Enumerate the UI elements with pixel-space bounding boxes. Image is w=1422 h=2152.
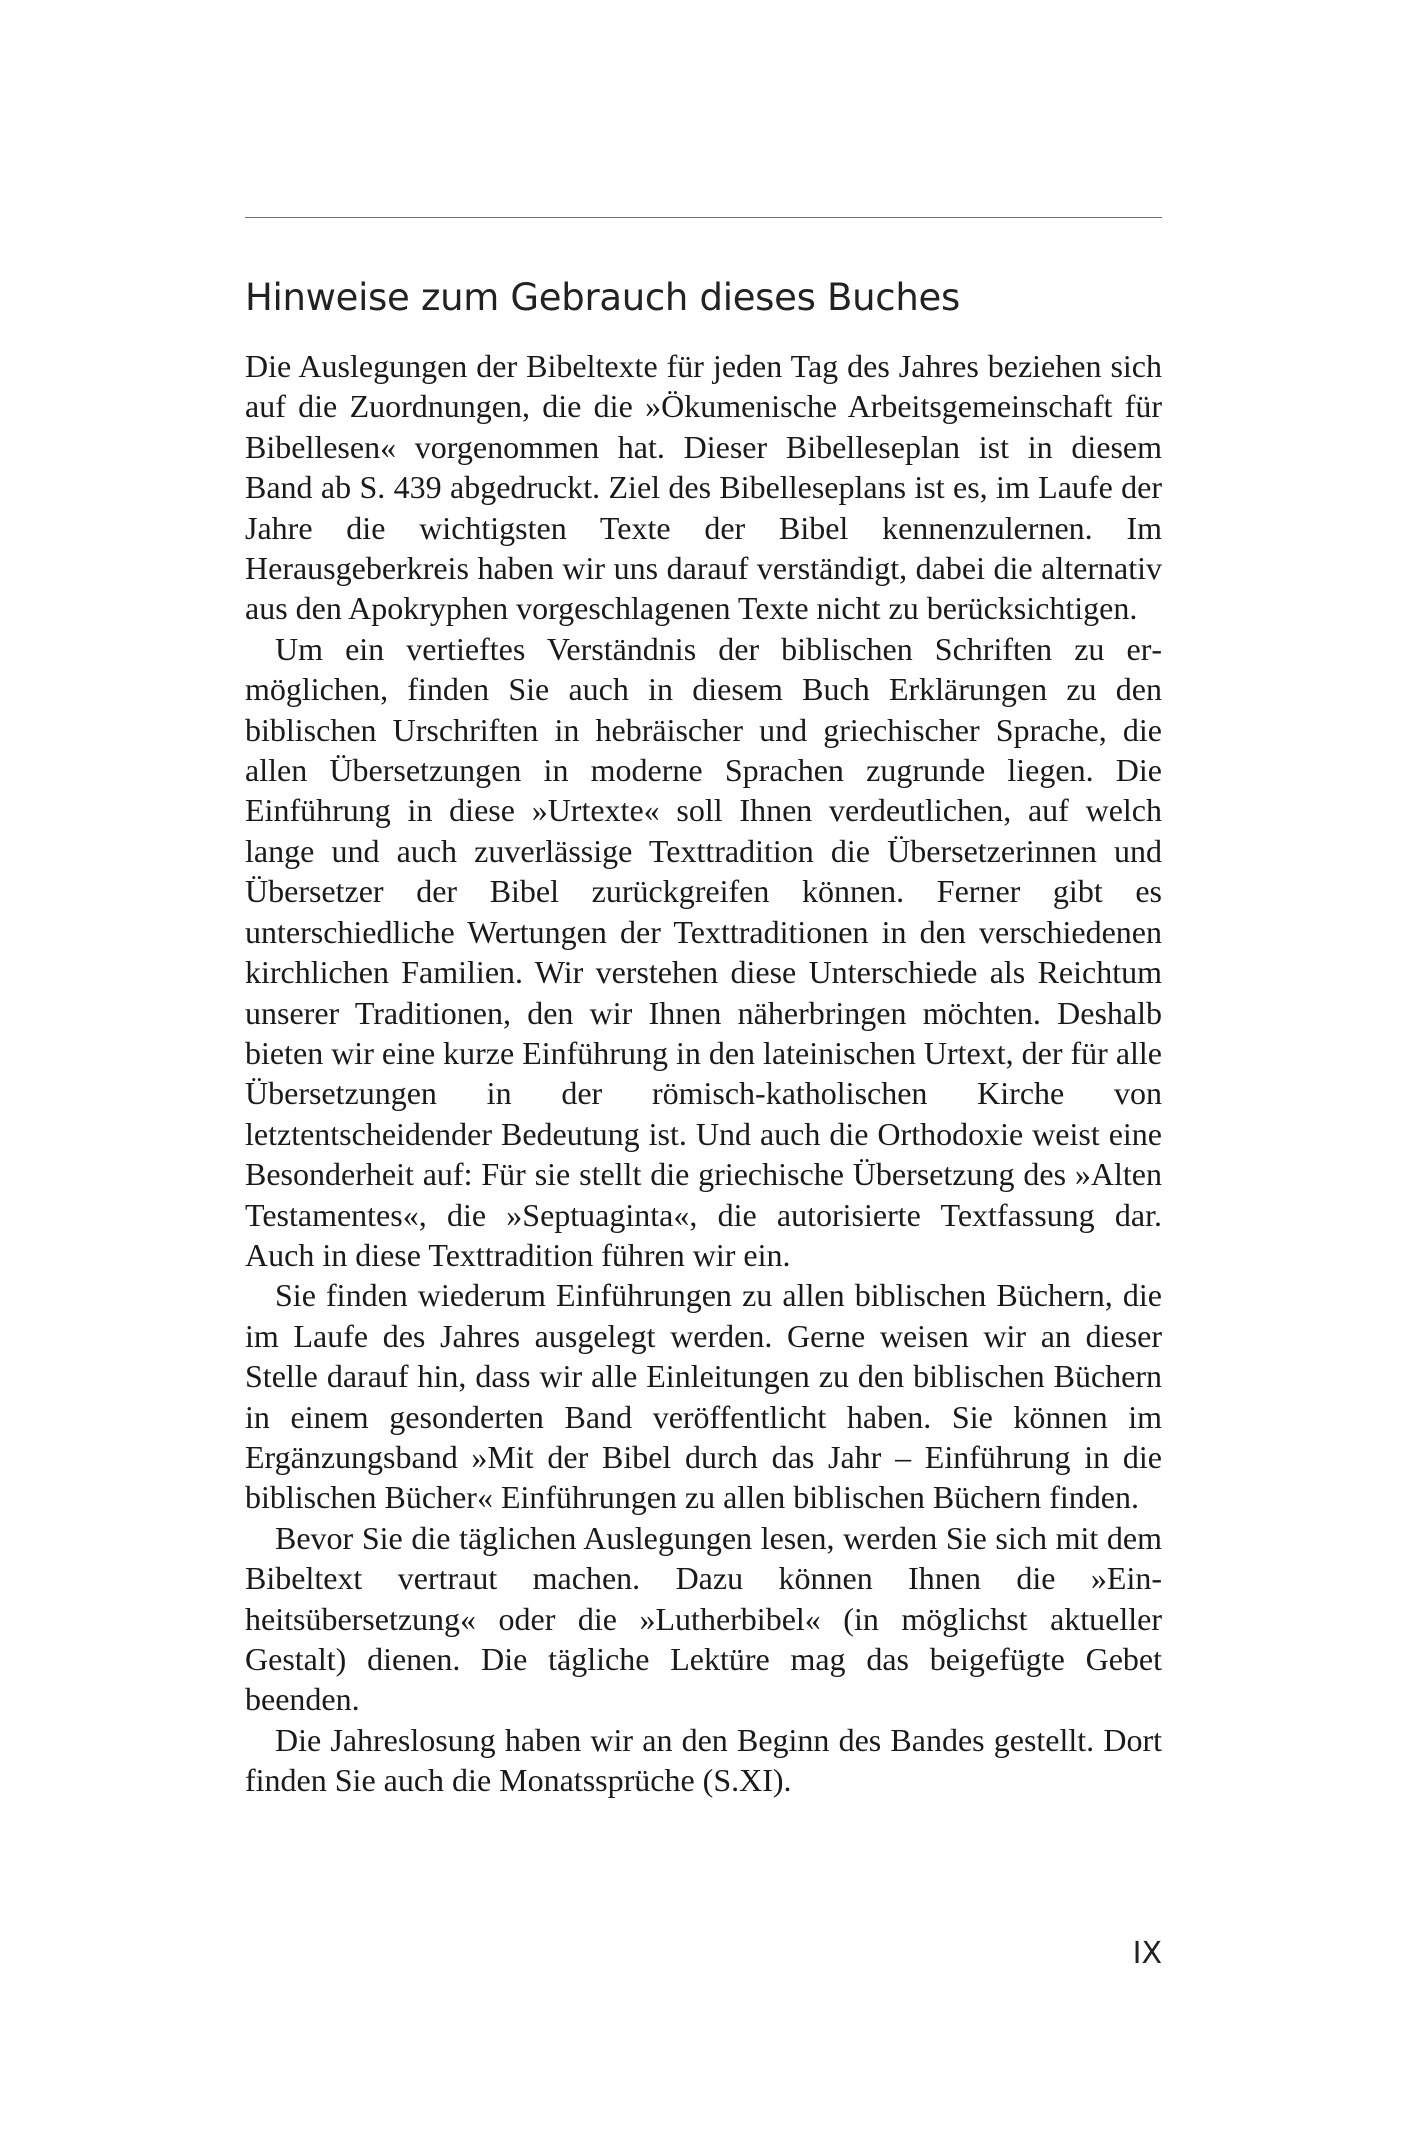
- paragraph-4: Bevor Sie die täglichen Auslegungen lesen, werden Sie sich mit dem Bibeltext vertraut machen. Dazu können Ihnen die »Einheitsübersetzung« oder die »Lutherbibel« (in möglichst aktueller Gestalt) dienen. Die tägliche Lektüre mag das beigefügte Gebet beenden.: [245, 1519, 1162, 1718]
- header-rule: [245, 217, 1162, 218]
- paragraph-2: Um ein vertieftes Verständnis der biblischen Schriften zu ermöglichen, finden Sie auch in diesem Buch Erklärungen zu den biblischen Urschriften in hebräischer und griechischer Sprache, die allen Übersetzungen in moderne Sprachen zugrunde liegen. Die Einführung in diese »Urtexte« soll Ihnen verdeutlichen, auf welch lange und auch zuverlässige Texttradition die Übersetzerinnen und Übersetzer der Bibel zurückgreifen können. Ferner gibt es unterschiedliche Wertungen der Texttraditionen in den verschiedenen kirchlichen Familien. Wir verstehen diese Unterschiede als Reichtum unserer Traditionen, den wir Ihnen näherbringen möchten. Deshalb bieten wir eine kurze Einführung in den lateinischen Urtext, der für alle Übersetzungen in der römisch-katholischen Kirche von letztentscheidender Bedeutung ist. Und auch die Orthodoxie weist eine Besonderheit auf: Für sie stellt die griechische Übersetzung des »Alten Testamentes«, die »Septuaginta«, die autorisierte Textfassung dar. Auch in diese Texttradition führen wir ein.: [245, 630, 1162, 1273]
- page-number: IX: [1132, 1936, 1162, 1971]
- body-text: [245, 346, 1162, 1801]
- page-title: Hinweise zum Gebrauch dieses Buches: [245, 276, 960, 319]
- paragraph-3: Sie finden wiederum Einführungen zu allen biblischen Büchern, die im Laufe des Jahres ausgelegt werden. Gerne weisen wir an dieser Stelle darauf hin, dass wir alle Einleitungen zu den biblischen Büchern in einem gesonderten Band veröffentlicht haben. Sie können im Ergänzungsband »Mit der Bibel durch das Jahr – Einführung in die biblischen Bücher« Einführungen zu allen biblischen Büchern finden.: [245, 1277, 1162, 1516]
- paragraph-1: Die Auslegungen der Bibeltexte für jeden Tag des Jahres beziehen sich auf die Zuordnungen, die die »Ökumenische Arbeitsgemeinschaft für Bibellesen« vorgenommen hat. Dieser Bibelleseplan ist in diesem Band ab S. 439 abgedruckt. Ziel des Bibelleseplans ist es, im Laufe der Jahre die wichtigsten Texte der Bibel kennenzulernen. Im Herausgeberkreis haben wir uns darauf verständigt, dabei die alternativ aus den Apokryphen vorgeschlagenen Texte nicht zu berücksichtigen.: [245, 348, 1162, 627]
- paragraph-5: Die Jahreslosung haben wir an den Beginn des Bandes gestellt. Dort finden Sie auch die Monatssprüche (S.XI).: [245, 1721, 1162, 1799]
